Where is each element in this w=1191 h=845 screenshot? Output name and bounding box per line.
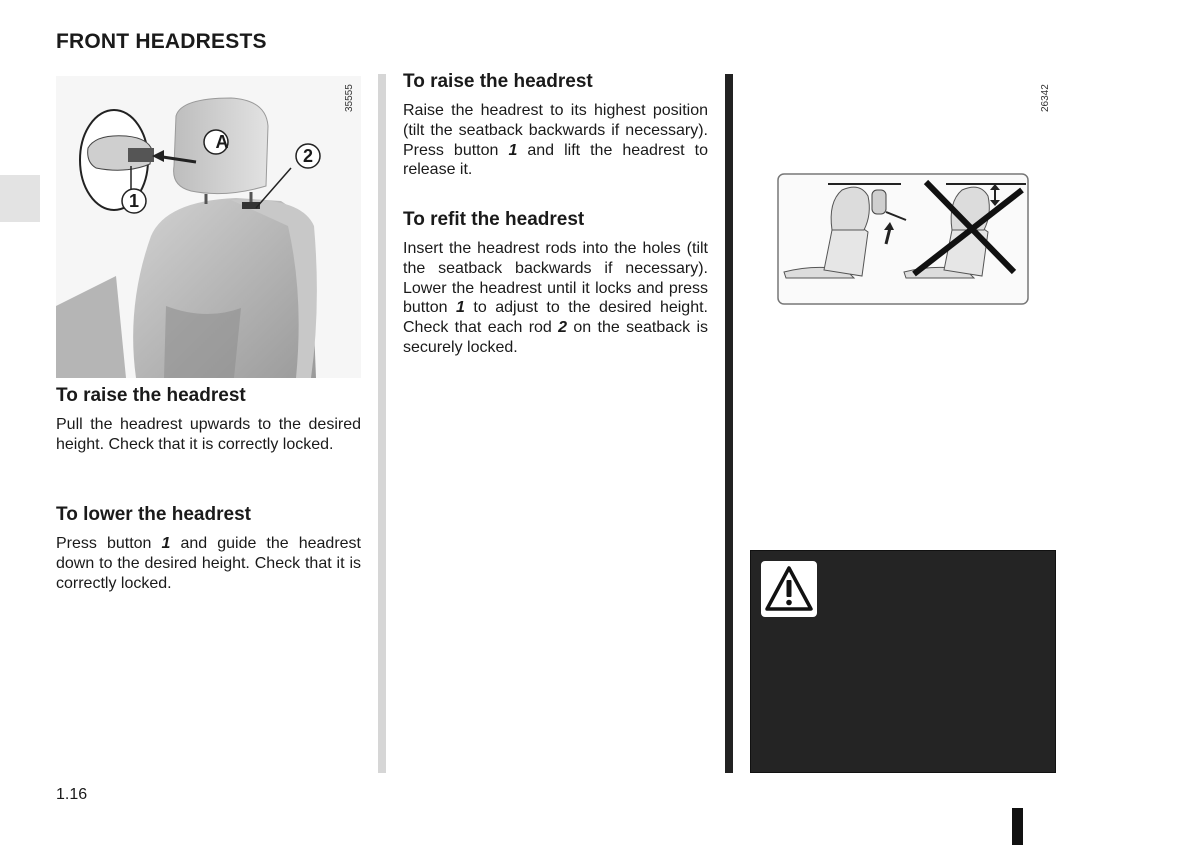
middle-refit-section bbox=[403, 209, 708, 358]
page-number: 1.16 bbox=[56, 786, 88, 803]
page-title: FRONT HEADRESTS bbox=[56, 30, 267, 53]
footer-mark bbox=[1012, 808, 1023, 845]
figure-code-diagram: 26342 bbox=[1040, 84, 1051, 112]
left-lower-heading: To lower the headrest bbox=[56, 504, 251, 525]
chapter-tab bbox=[0, 175, 40, 222]
middle-raise-heading: To raise the headrest bbox=[403, 71, 593, 92]
button-ref-1: 1 bbox=[508, 141, 518, 159]
headrest-position-diagram bbox=[776, 172, 1030, 306]
callout-a: A bbox=[215, 132, 229, 152]
warning-box bbox=[750, 550, 1056, 773]
figure-code-seat: 35555 bbox=[344, 84, 355, 112]
left-raise-heading: To raise the headrest bbox=[56, 385, 246, 406]
seat-headrest-illustration bbox=[56, 76, 361, 378]
left-lower-body: Press button 1 and guide the headrest down to the desired height. Check that it is correctly locked. bbox=[56, 535, 361, 592]
column-divider-left bbox=[378, 74, 386, 773]
middle-refit-body: Insert the headrest rods into the holes (tilt the seatback backwards if necessary). Lower the headrest until it locks and press button 1 to adjust to the desired height. Check that each rod 2 on the seatback is securely locked. bbox=[403, 240, 708, 356]
left-raise-body: Pull the headrest upwards to the desired height. Check that it is correctly locked. bbox=[56, 416, 361, 453]
middle-raise-body: Raise the headrest to its highest position (tilt the seatback backwards if necessary). Press button 1 and lift the headrest to release it. bbox=[403, 102, 708, 179]
left-lower-section bbox=[56, 504, 361, 593]
warning-triangle-icon bbox=[761, 561, 817, 617]
callout-1: 1 bbox=[128, 191, 139, 211]
callout-2: 2 bbox=[302, 146, 313, 166]
middle-refit-heading: To refit the headrest bbox=[403, 209, 585, 230]
left-raise-section bbox=[56, 385, 361, 455]
button-ref-1: 1 bbox=[161, 535, 171, 552]
rod-ref-2: 2 bbox=[558, 319, 568, 337]
column-divider-right bbox=[725, 74, 733, 773]
middle-raise-section bbox=[403, 71, 708, 180]
button-ref-1: 1 bbox=[455, 299, 465, 317]
